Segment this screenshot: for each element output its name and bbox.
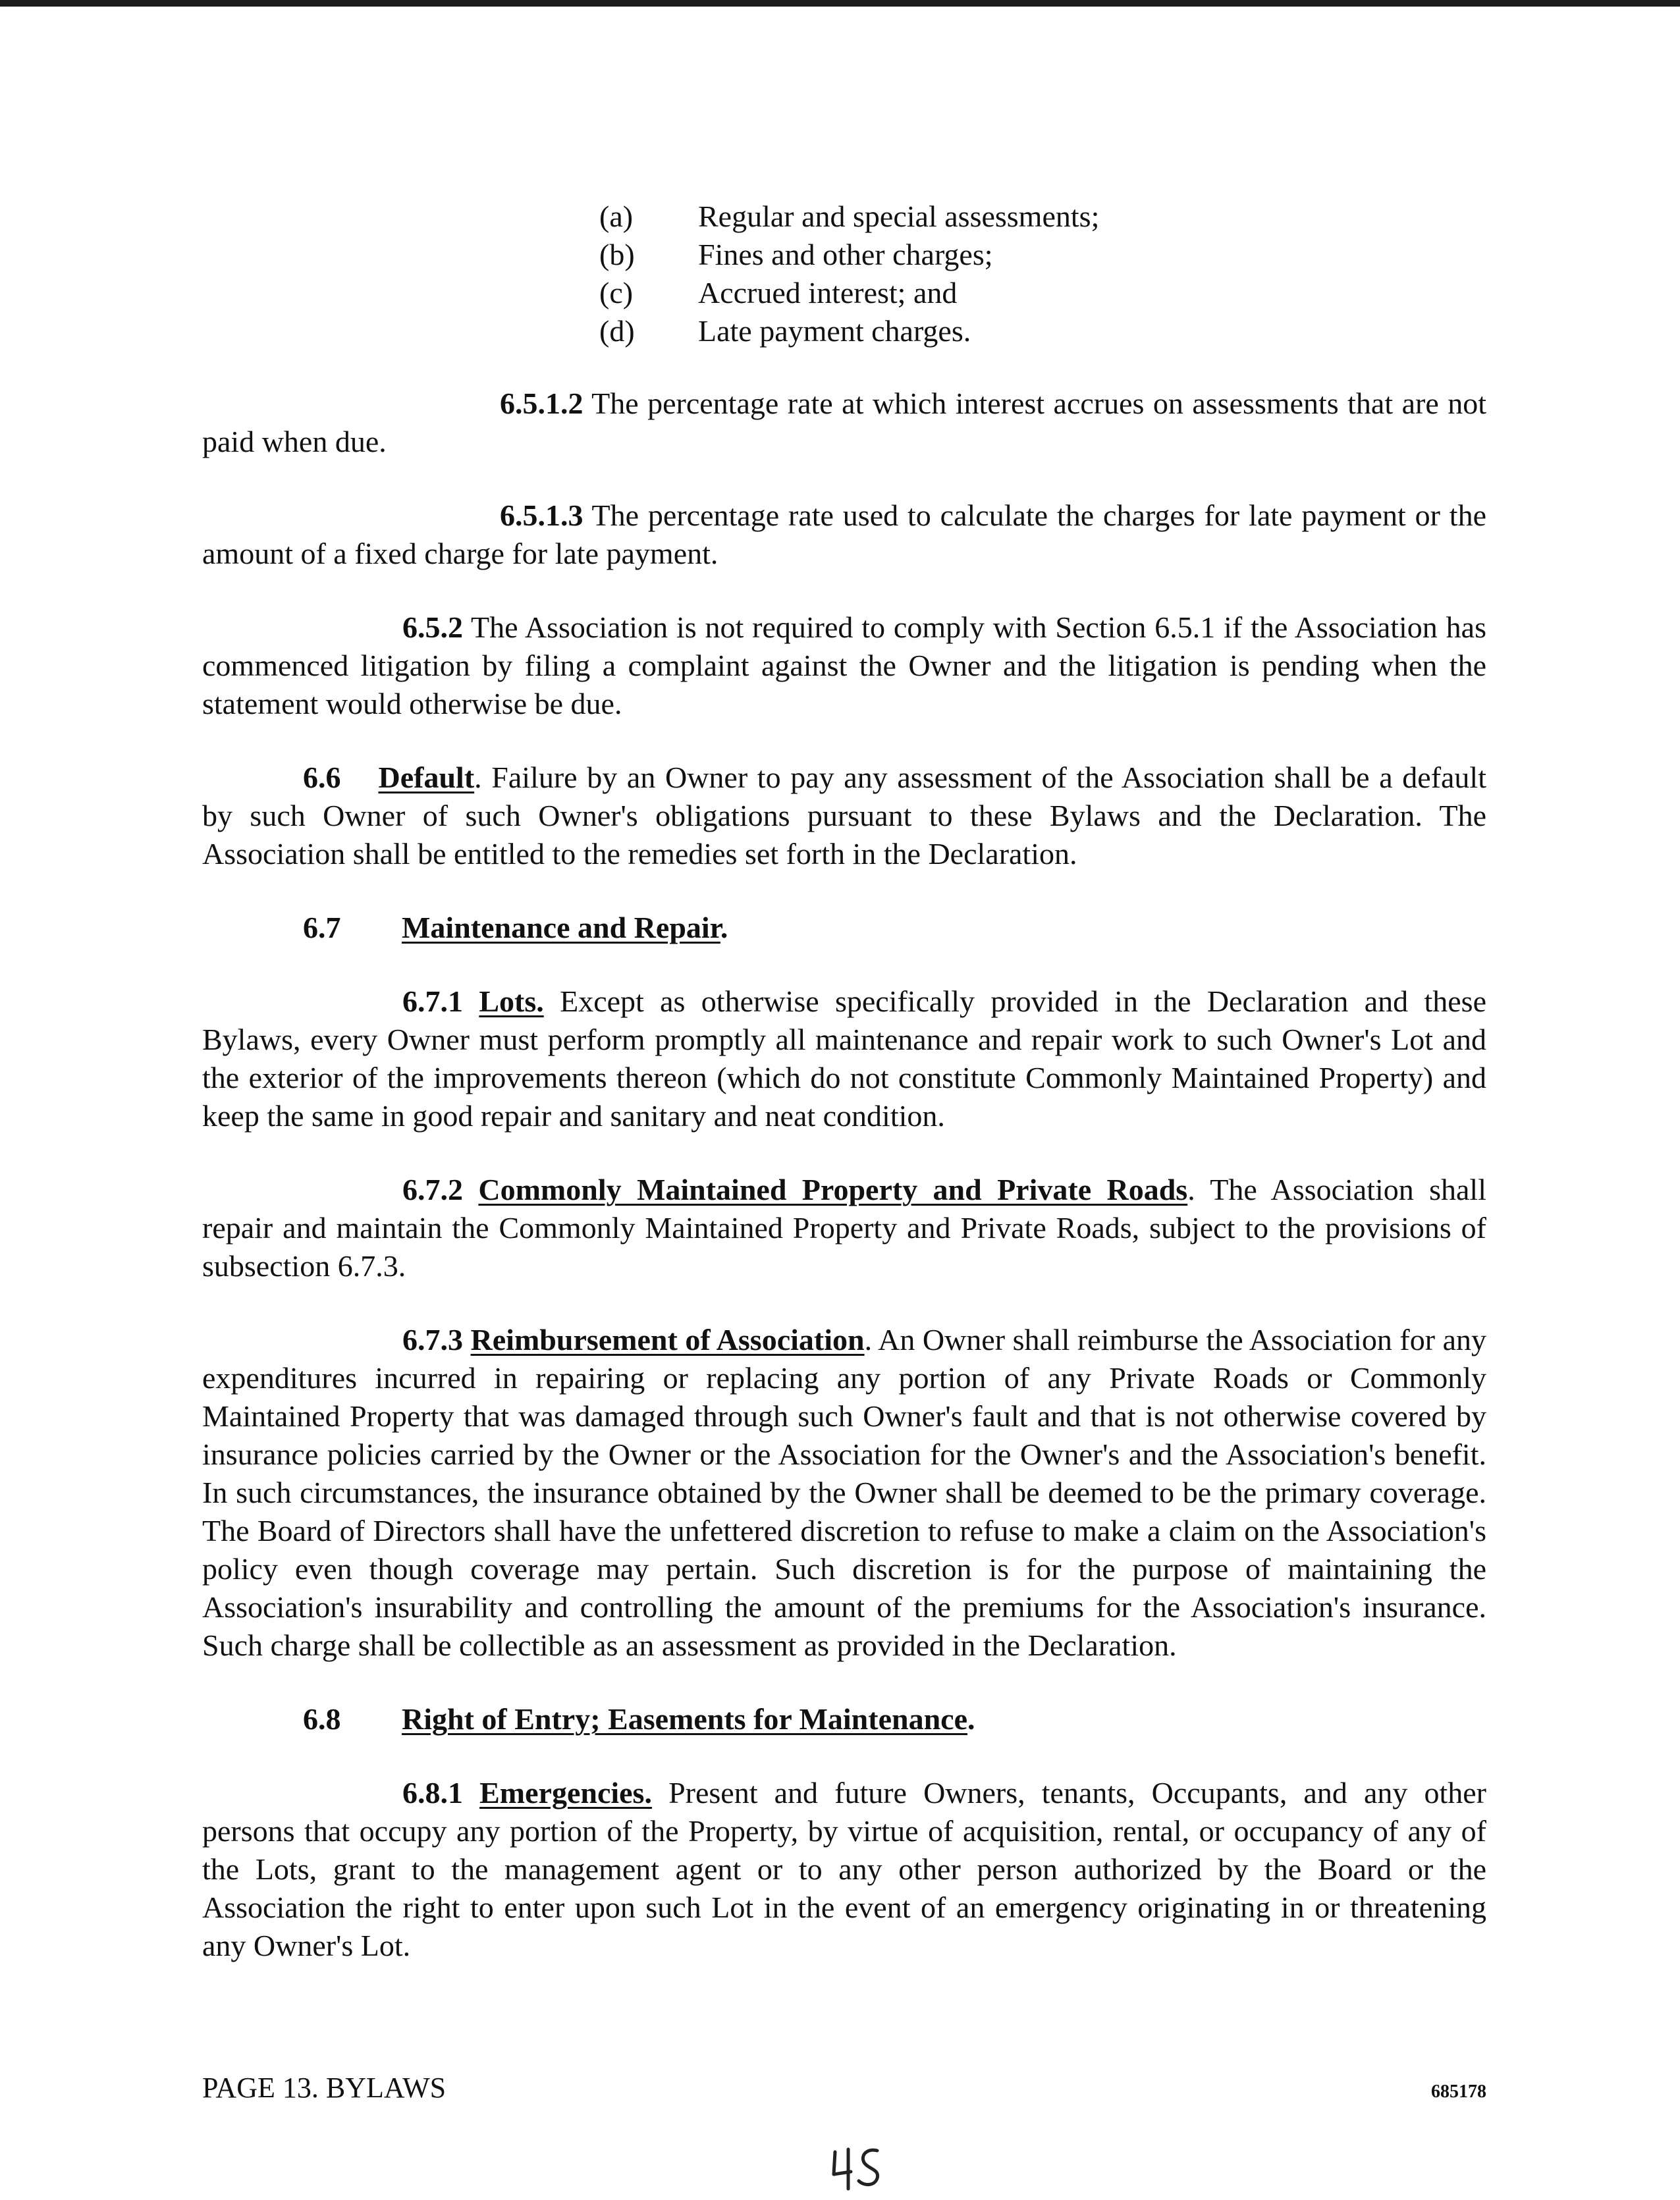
section-6-8-1 <box>202 1774 1486 1965</box>
list-item <box>599 236 1486 274</box>
section-6-7-heading <box>202 909 1486 947</box>
section-6-8-heading <box>202 1700 1486 1738</box>
document-page <box>202 198 1486 1965</box>
scan-top-edge <box>0 0 1680 7</box>
list-item-label: (b) <box>599 238 635 271</box>
section-title: Reimbursement of Association <box>470 1323 865 1356</box>
list-item-text: Fines and other charges; <box>698 238 993 271</box>
section-number: 6.7.2 <box>402 1173 463 1206</box>
section-title: Default <box>378 761 475 794</box>
section-text: . An Owner shall reimburse the Association for any expenditures incurred in repairing or replacing any portion of any Private Roads or Commonly Maintained Property that was damaged through such Owner's fault and that is not otherwise covered by insurance policies carried by the Owner or the Association for the Owner's and the Association's benefit. In such circumstances, the insurance obtained by the Owner shall be deemed to be the primary coverage. The Board of Directors shall have the unfettered discretion to refuse to make a claim on the Association's policy even though coverage may pertain. Such discretion is for the purpose of maintaining the Association's insurability and controlling the amount of the premiums for the Association's insurance. Such charge shall be collectible as an assessment as provided in the Declaration. <box>202 1323 1487 1662</box>
section-number: 6.6 <box>303 761 341 794</box>
section-title: Commonly Maintained Property and Private Roads <box>478 1173 1188 1206</box>
section-6-7-2 <box>202 1171 1486 1285</box>
page-footer <box>202 2071 1486 2105</box>
list-item <box>599 274 1486 312</box>
footer-page-label: PAGE 13. BYLAWS <box>202 2072 447 2104</box>
list-item-text: Late payment charges. <box>698 314 971 348</box>
list-item-text: Accrued interest; and <box>698 276 958 309</box>
section-6-5-2 <box>202 608 1486 723</box>
section-title: Emergencies. <box>479 1776 652 1810</box>
section-number: 6.8 <box>303 1702 341 1736</box>
section-6-6 <box>202 759 1486 873</box>
section-text: Present and future Owners, tenants, Occupants, and any other persons that occupy any portion of the Property, by virtue of acquisition, rental, or occupancy of any of the Lots, grant to the management agent or to any other person authorized by the Board or the Association the right to enter upon such Lot in the event of an emergency originating in or threatening any Owner's Lot. <box>202 1776 1486 1962</box>
section-text: Except as otherwise specifically provided in the Declaration and these Bylaws, every Owner must perform promptly all maintenance and repair work to such Owner's Lot and the exterior of the improvements thereon (which do not constitute Commonly Maintained Property) and keep the same in good repair and sanitary and neat condition. <box>202 984 1486 1133</box>
section-title: Right of Entry; Easements for Maintenance <box>402 1702 967 1736</box>
section-text: . Failure by an Owner to pay any assessment of the Association shall be a default by such Owner of such Owner's obligations pursuant to these Bylaws and the Declaration. The Association shall be entitled to the remedies set forth in the Declaration. <box>202 761 1486 871</box>
footer-document-number: 685178 <box>1431 2081 1486 2102</box>
section-6-7-3 <box>202 1321 1486 1665</box>
section-text: The percentage rate used to calculate the charges for late payment or the amount of a fixed charge for late payment. <box>202 498 1486 570</box>
section-title-period: . <box>967 1702 975 1736</box>
section-title-period: . <box>720 911 728 944</box>
handwritten-page-number <box>828 2140 888 2193</box>
section-number: 6.7.1 <box>402 984 463 1018</box>
section-title: Lots. <box>479 984 544 1018</box>
section-number: 6.5.1.3 <box>500 498 583 532</box>
list-item-label: (d) <box>599 314 635 348</box>
assessment-list <box>599 198 1486 350</box>
section-number: 6.5.2 <box>402 610 463 644</box>
section-text: The Association is not required to comply with Section 6.5.1 if the Association has commenced litigation by filing a complaint against the Owner and the litigation is pending when the statement would otherwise be due. <box>202 610 1486 720</box>
section-number: 6.5.1.2 <box>500 387 583 420</box>
section-text: . The Association shall repair and maintain the Commonly Maintained Property and Private Roads, subject to the provisions of subsection 6.7.3. <box>202 1173 1486 1283</box>
section-text: The percentage rate at which interest accrues on assessments that are not paid when due. <box>202 387 1486 458</box>
list-item-label: (c) <box>599 276 634 309</box>
section-6-5-1-3 <box>202 496 1486 573</box>
section-6-5-1-2 <box>202 385 1486 461</box>
list-item <box>599 312 1486 350</box>
list-item <box>599 198 1486 236</box>
section-number: 6.8.1 <box>402 1776 463 1810</box>
section-title: Maintenance and Repair <box>402 911 720 944</box>
list-item-text: Regular and special assessments; <box>698 200 1100 233</box>
section-number: 6.7 <box>303 911 341 944</box>
section-6-7-1 <box>202 982 1486 1135</box>
list-item-label: (a) <box>599 200 634 233</box>
section-number: 6.7.3 <box>402 1323 463 1356</box>
